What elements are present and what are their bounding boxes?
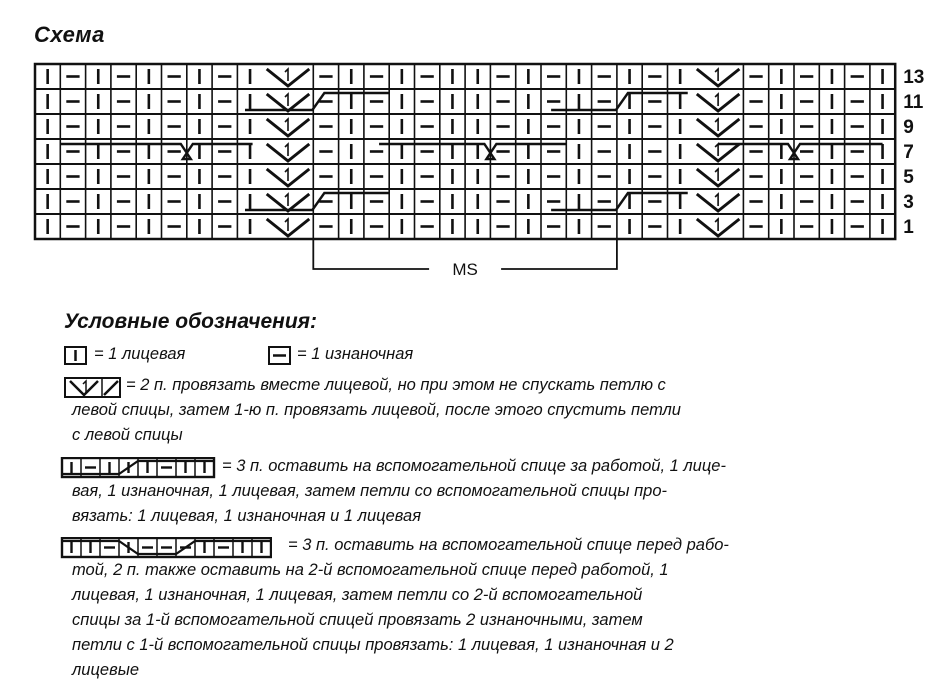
- cable-back-symbol-icon: [60, 457, 220, 479]
- slip-decrease-description-cont: [72, 398, 681, 448]
- repeat-bracket-right: [501, 239, 617, 269]
- cable-front-line-3: лицевая, 1 изнаночная, 1 лицевая, затем петли со 2-й вспомогательной: [72, 586, 643, 604]
- knit-label: = 1 лицевая: [94, 345, 186, 363]
- knitting-chart: [0, 0, 947, 290]
- cable-front-description-cont: [72, 558, 674, 683]
- slip-decrease-description: [126, 373, 666, 398]
- slip-decrease-line-3: с левой спицы: [72, 426, 183, 444]
- row-number-label: 1: [903, 217, 914, 238]
- row-number-label: 11: [903, 92, 924, 113]
- cable-back-description: [222, 454, 726, 479]
- row-number-label: 13: [903, 67, 925, 88]
- repeat-label: MS: [452, 260, 478, 279]
- cable-front-symbol-icon: [60, 537, 272, 559]
- chart-title: Схема: [34, 22, 105, 47]
- purl-symbol-icon: [268, 346, 292, 366]
- cable-back-line-3: вязать: 1 лицевая, 1 изнаночная и 1 лицевая: [72, 507, 422, 525]
- purl-label: = 1 изнаночная: [297, 345, 414, 363]
- cable-front-description: [288, 533, 729, 558]
- cable-front-line-6: лицевые: [72, 661, 140, 679]
- cable-front-line-4: спицы за 1-й вспомогательной спицей провязать 2 изнаночными, затем: [72, 611, 643, 629]
- cable-front-line-5: петли с 1-й вспомогательной спицы провязать: 1 лицевая, 1 изнаночная и 2: [72, 636, 674, 654]
- slip-decrease-line-1: = 2 п. провязать вместе лицевой, но при этом не спускать петлю с: [126, 376, 666, 394]
- knit-symbol-icon: [64, 346, 88, 366]
- cable-front-line-1: = 3 п. оставить на вспомогательной спице перед рабо-: [288, 536, 729, 554]
- repeat-bracket-left: [313, 239, 429, 269]
- cable-front-line-2: той, 2 п. также оставить на 2-й вспомогательной спице перед работой, 1: [72, 561, 669, 579]
- row-number-label: 5: [903, 167, 914, 188]
- row-number-label: 3: [903, 192, 914, 213]
- row-number-label: 9: [903, 117, 914, 138]
- cable-back-line-1: = 3 п. оставить на вспомогательной спице за работой, 1 лице-: [222, 457, 726, 475]
- legend-title: Условные обозначения:: [64, 310, 318, 333]
- slip-decrease-line-2: левой спицы, затем 1-ю п. провязать лицевой, после этого спустить петли: [72, 401, 681, 419]
- row-number-label: 7: [903, 142, 914, 163]
- cable-back-description-cont: [72, 479, 667, 529]
- slip-decrease-symbol-icon: [64, 377, 122, 399]
- cable-back-line-2: вая, 1 изнаночная, 1 лицевая, затем петли со вспомогательной спицы про-: [72, 482, 667, 500]
